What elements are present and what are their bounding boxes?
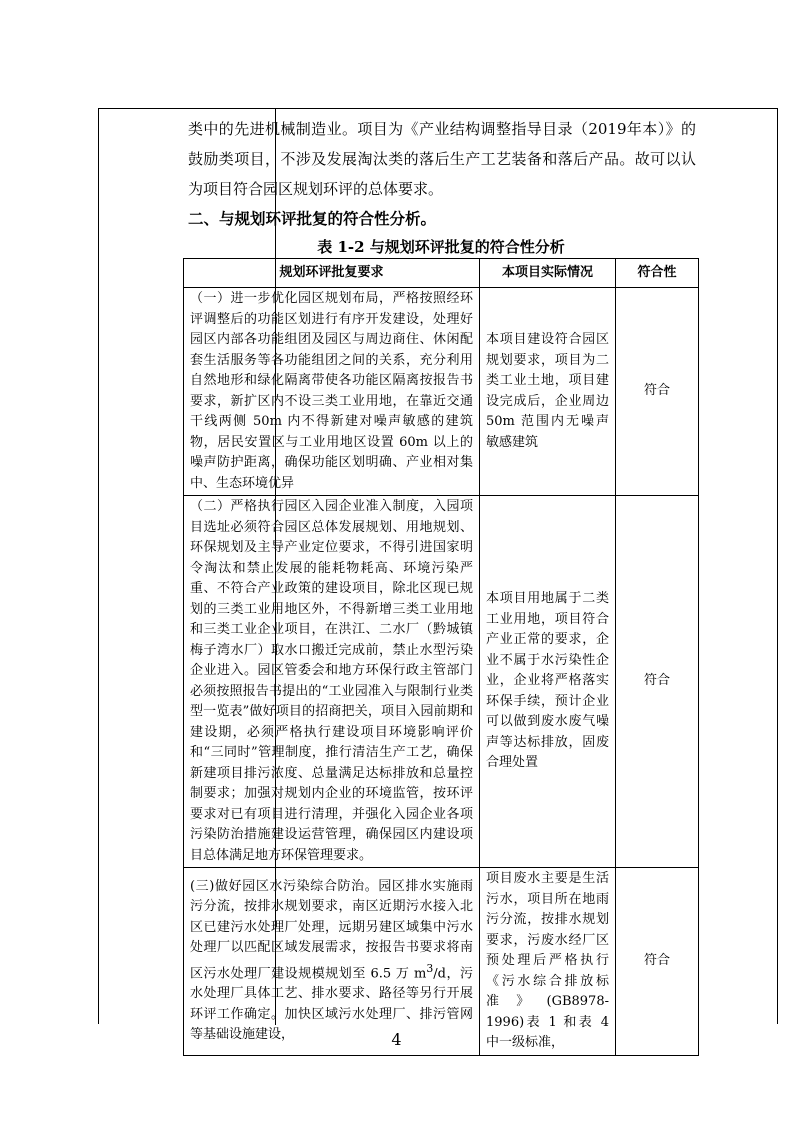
requirement-cell — [184, 868, 480, 1056]
result-cell: 符合 — [616, 496, 699, 868]
table-caption: 表 1-2 与规划环评批复的符合性分析 — [317, 238, 565, 256]
table-header-row — [184, 259, 699, 288]
result-cell: 符合 — [616, 288, 699, 496]
requirement-text-pre: (三)做好园区水污染综合防治。园区排水实施雨污分流，按排水规划要求，南区近期污水接入北区已建污水处理厂处理，远期另建区域集中污水处理厂以匹配区域发展需求，按报告书要求将南区污水处理厂建设规模规划至 6.5 万 m — [190, 878, 473, 981]
table-row — [184, 496, 699, 868]
compliance-table — [183, 258, 699, 1056]
actual-cell: 项目废水主要是生活污水，项目所在地雨污分流，按排水规划要求，污废水经厂区预处理后严格执行《污水综合排放标准》(GB8978-1996)表 1 和表 4 中一级标准， — [480, 868, 616, 1056]
actual-cell: 本项目用地属于二类工业用地，项目符合产业正常的要求，企业不属于水污染性企业，企业将严格落实环保手续，预计企业可以做到废水废气噪声等达标排放，固废合理处置 — [480, 496, 616, 868]
result-cell: 符合 — [616, 868, 699, 1056]
table-row — [184, 868, 699, 1056]
actual-cell: 本项目建设符合园区规划要求，项目为二类工业土地，项目建设完成后，企业周边 50m 范围内无噪声敏感建筑 — [480, 288, 616, 496]
page-number: 4 — [391, 1030, 402, 1049]
intro-paragraph-block — [188, 114, 696, 204]
intro-paragraph: 类中的先进机械制造业。项目为《产业结构调整指导目录（2019年本）》的鼓励类项目，不涉及发展淘汰类的落后生产工艺装备和落后产品。故可以认为项目符合园区规划环评的总体要求。 — [188, 120, 696, 198]
header-requirement: 规划环评批复要求 — [184, 259, 480, 288]
requirement-cell: （一）进一步优化园区规划布局，严格按照经环评调整后的功能区划进行有序开发建设，处理好园区内部各功能组团及园区与周边商住、休闲配套生活服务等各功能组团之间的关系，充分利用自然地形和绿化隔离带使各功能区隔离按报告书要求，新扩区内不设三类工业用地，在靠近交通干线两侧 50m 内不得新建对噪声敏感的建筑物，居民安置区与工业用地区设置 60m 以上的噪声防护距离，确保功能区划明确、产业相对集中、生态环境优异 — [184, 288, 480, 496]
requirement-cell: （二）严格执行园区入园企业准入制度，入园项目选址必须符合园区总体发展规划、用地规划、环保规划及主导产业定位要求，不得引进国家明令淘汰和禁止发展的能耗物耗高、环境污染严重、不符合产业政策的建设项目，除北区现已规划的三类工业用地区外，不得新增三类工业用地和三类工业企业项目，在洪江、二水厂（黔城镇梅子湾水厂）取水口搬迁完成前，禁止水型污染企业进入。园区管委会和地方环保行政主管部门必须按照报告书提出的“工业园准入与限制行业类型一览表”做好项目的招商把关，项目入园前期和建设期，必须严格执行建设项目环境影响评价和“三同时”管理制度，推行清洁生产工艺，确保新建项目排污浓度、总量满足达标排放和总量控制要求；加强对规划内企业的环境监管，按环评要求对已有项目进行清理，并强化入园企业各项污染防治措施建设运营管理，确保园区内建设项目总体满足地方环保管理要求。 — [184, 496, 480, 868]
header-result: 符合性 — [616, 259, 699, 288]
table-row — [184, 288, 699, 496]
unit-superscript: 3 — [426, 961, 434, 975]
header-actual: 本项目实际情况 — [480, 259, 616, 288]
section-heading: 二、与规划环评批复的符合性分析。 — [188, 209, 437, 228]
requirement-text-post: /d，污水处理厂具体工艺、排水要求、路径等另行开展环评工作确定。加快区域污水处理厂、排污管网等基础设施建设， — [190, 965, 474, 1043]
